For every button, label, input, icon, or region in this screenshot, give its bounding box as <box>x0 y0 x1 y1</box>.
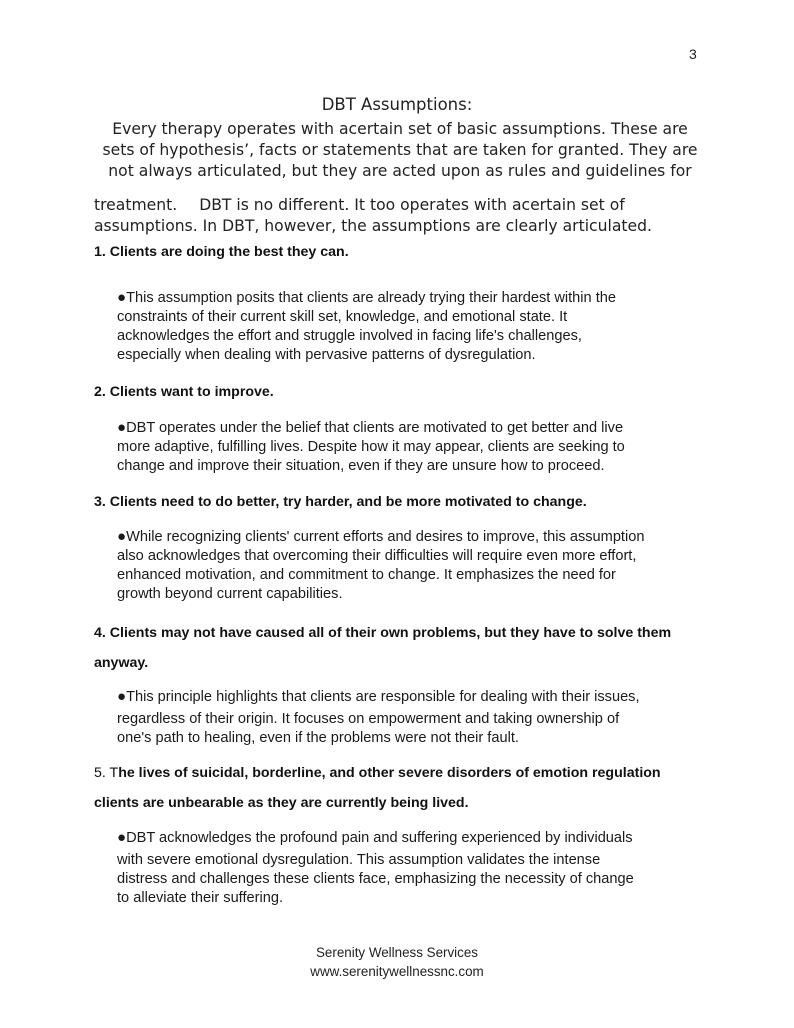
intro-paragraph <box>94 119 706 182</box>
description-line: change and improve their situation, even if they are unsure how to proceed. <box>117 458 605 474</box>
description-line: regardless of their origin. It focuses on empowerment and taking ownership of <box>117 711 620 727</box>
intro-line: assumptions. In DBT, however, the assumptions are clearly articulated. <box>94 217 652 235</box>
bullet-icon: ● <box>117 528 127 545</box>
description-line: ●This principle highlights that clients are responsible for dealing with their issues, <box>117 688 640 705</box>
assumption-description <box>117 828 697 908</box>
footer-company-name: Serenity Wellness Services <box>316 945 478 960</box>
description-line: acknowledges the effort and struggle involved in facing life's challenges, <box>117 328 582 344</box>
intro-line-part: DBT is no different. It too operates with acertain set of <box>199 196 625 214</box>
description-line: ●DBT operates under the belief that clients are motivated to get better and live <box>117 419 624 436</box>
assumption-description <box>117 288 697 365</box>
assumption-heading: 4. Clients may not have caused all of their own problems, but they have to solve them <box>94 625 672 641</box>
description-line: ●DBT acknowledges the profound pain and suffering experienced by individuals <box>117 829 633 846</box>
assumption-description <box>117 527 697 604</box>
intro-line: not always articulated, but they are acted upon as rules and guidelines for <box>108 162 692 180</box>
heading-prefix: 5. T <box>94 765 119 781</box>
description-line: more adaptive, fulfilling lives. Despite how it may appear, clients are seeking to <box>117 439 625 455</box>
description-line: to alleviate their suffering. <box>117 890 284 906</box>
assumption-description <box>117 687 697 748</box>
intro-line <box>94 195 706 216</box>
page-title: DBT Assumptions: <box>321 95 473 114</box>
assumption-heading: 1. Clients are doing the best they can. <box>94 244 349 260</box>
assumption-heading: 2. Clients want to improve. <box>94 384 274 400</box>
footer-website: www.serenitywellnessnc.com <box>310 964 484 979</box>
description-line: distress and challenges these clients face, emphasizing the necessity of change <box>117 871 634 887</box>
description-line: enhanced motivation, and commitment to change. It emphasizes the need for <box>117 567 616 583</box>
description-line: ●While recognizing clients' current efforts and desires to improve, this assumption <box>117 528 645 545</box>
bullet-icon: ● <box>117 289 127 306</box>
bullet-icon: ● <box>117 419 127 436</box>
bullet-icon: ● <box>117 688 127 705</box>
description-line: also acknowledges that overcoming their difficulties will require even more effort, <box>117 548 637 564</box>
description-line: constraints of their current skill set, knowledge, and emotional state. It <box>117 309 568 325</box>
intro-line: sets of hypothesis’, facts or statements that are taken for granted. They are <box>102 141 698 159</box>
description-line: with severe emotional dysregulation. This assumption validates the intense <box>117 852 601 868</box>
assumption-description <box>117 418 697 476</box>
intro-line-part: treatment. <box>94 196 178 214</box>
description-line: one's path to healing, even if the problems were not their fault. <box>117 730 519 746</box>
assumption-heading: 5. The lives of suicidal, borderline, and other severe disorders of emotion regulation <box>94 765 661 781</box>
bullet-icon: ● <box>117 829 127 846</box>
page-number: 3 <box>689 46 697 62</box>
intro-line: Every therapy operates with acertain set of basic assumptions. These are <box>112 120 688 138</box>
assumption-heading-continued: anyway. <box>94 655 149 671</box>
assumption-heading-continued: clients are unbearable as they are currently being lived. <box>94 795 469 811</box>
intro-paragraph-continued <box>94 195 706 237</box>
description-line: especially when dealing with pervasive patterns of dysregulation. <box>117 347 536 363</box>
assumption-heading: 3. Clients need to do better, try harder, and be more motivated to change. <box>94 494 587 510</box>
description-line: ●This assumption posits that clients are already trying their hardest within the <box>117 289 617 306</box>
description-line: growth beyond current capabilities. <box>117 586 343 602</box>
